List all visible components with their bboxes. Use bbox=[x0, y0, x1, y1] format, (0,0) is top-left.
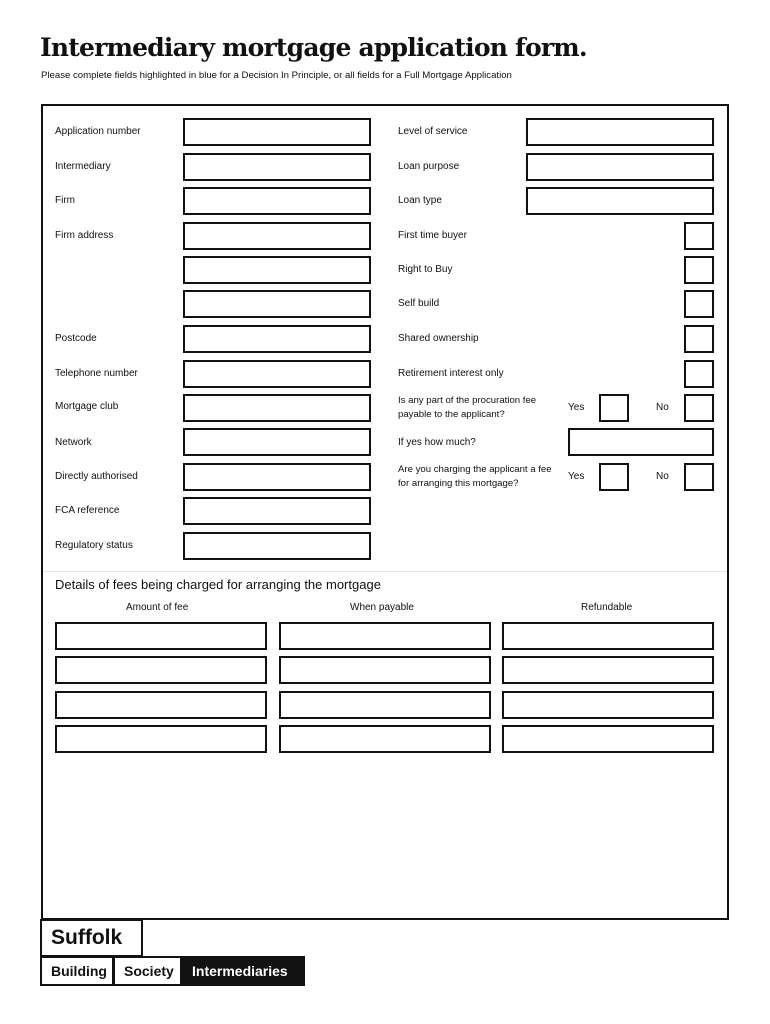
directly-authorised-label: Directly authorised bbox=[55, 471, 138, 482]
telephone-number-field[interactable] bbox=[183, 360, 371, 388]
logo-building: Building bbox=[40, 956, 114, 986]
charging-no-label: No bbox=[656, 471, 669, 482]
if-yes-how-much-field[interactable] bbox=[568, 428, 714, 456]
fca-reference-label: FCA reference bbox=[55, 505, 120, 516]
network-label: Network bbox=[55, 437, 92, 448]
fees-column-amount: Amount of fee bbox=[126, 602, 189, 613]
loan-type-label: Loan type bbox=[398, 195, 442, 206]
first-time-buyer-checkbox[interactable] bbox=[684, 222, 714, 250]
mortgage-club-field[interactable] bbox=[183, 394, 371, 422]
section-divider bbox=[43, 571, 727, 572]
page-title: Intermediary mortgage application form. bbox=[40, 33, 587, 62]
charging-yes-label: Yes bbox=[568, 471, 585, 482]
regulatory-status-field[interactable] bbox=[183, 532, 371, 560]
charging-no-checkbox[interactable] bbox=[684, 463, 714, 491]
right-to-buy-label: Right to Buy bbox=[398, 264, 453, 275]
procuration-yes-checkbox[interactable] bbox=[599, 394, 629, 422]
logo-suffolk: Suffolk bbox=[40, 919, 143, 957]
mortgage-club-label: Mortgage club bbox=[55, 401, 119, 412]
telephone-number-label: Telephone number bbox=[55, 368, 138, 379]
postcode-label: Postcode bbox=[55, 333, 97, 344]
shared-ownership-label: Shared ownership bbox=[398, 333, 479, 344]
right-to-buy-checkbox[interactable] bbox=[684, 256, 714, 284]
fca-reference-field[interactable] bbox=[183, 497, 371, 525]
intermediary-field[interactable] bbox=[183, 153, 371, 181]
fee-when-payable-field-3[interactable] bbox=[279, 691, 491, 719]
retirement-interest-only-label: Retirement interest only bbox=[398, 368, 504, 379]
charging-fee-question: Are you charging the applicant a fee for arranging this mortgage? bbox=[398, 464, 552, 489]
charging-yes-checkbox[interactable] bbox=[599, 463, 629, 491]
self-build-checkbox[interactable] bbox=[684, 290, 714, 318]
application-number-field[interactable] bbox=[183, 118, 371, 146]
page-subtitle: Please complete fields highlighted in blue for a Decision In Principle, or all fields for a Full Mortgage Application bbox=[41, 70, 512, 81]
if-yes-how-much-label: If yes how much? bbox=[398, 437, 476, 448]
procuration-fee-question: Is any part of the procuration fee payable to the applicant? bbox=[398, 395, 537, 420]
intermediary-label: Intermediary bbox=[55, 161, 111, 172]
fee-refundable-field-1[interactable] bbox=[502, 622, 714, 650]
regulatory-status-label: Regulatory status bbox=[55, 540, 133, 551]
fee-amount-field-1[interactable] bbox=[55, 622, 267, 650]
fees-column-refundable: Refundable bbox=[581, 602, 633, 613]
fees-section-heading: Details of fees being charged for arranging the mortgage bbox=[55, 577, 381, 592]
level-of-service-field[interactable] bbox=[526, 118, 714, 146]
fee-when-payable-field-2[interactable] bbox=[279, 656, 491, 684]
fee-when-payable-field-1[interactable] bbox=[279, 622, 491, 650]
application-number-label: Application number bbox=[55, 126, 141, 137]
loan-purpose-label: Loan purpose bbox=[398, 161, 460, 172]
postcode-field[interactable] bbox=[183, 325, 371, 353]
procuration-yes-label: Yes bbox=[568, 402, 585, 413]
fee-amount-field-2[interactable] bbox=[55, 656, 267, 684]
first-time-buyer-label: First time buyer bbox=[398, 230, 467, 241]
procuration-no-checkbox[interactable] bbox=[684, 394, 714, 422]
firm-address-line-1[interactable] bbox=[183, 222, 371, 250]
logo-intermediaries: Intermediaries bbox=[181, 956, 305, 986]
shared-ownership-checkbox[interactable] bbox=[684, 325, 714, 353]
firm-field[interactable] bbox=[183, 187, 371, 215]
fee-amount-field-4[interactable] bbox=[55, 725, 267, 753]
directly-authorised-field[interactable] bbox=[183, 463, 371, 491]
firm-label: Firm bbox=[55, 195, 75, 206]
fee-when-payable-field-4[interactable] bbox=[279, 725, 491, 753]
fees-column-when-payable: When payable bbox=[350, 602, 414, 613]
fee-refundable-field-3[interactable] bbox=[502, 691, 714, 719]
firm-address-line-2[interactable] bbox=[183, 256, 371, 284]
self-build-label: Self build bbox=[398, 298, 440, 309]
logo-society: Society bbox=[113, 956, 182, 986]
procuration-no-label: No bbox=[656, 402, 669, 413]
firm-address-label: Firm address bbox=[55, 230, 114, 241]
retirement-interest-only-checkbox[interactable] bbox=[684, 360, 714, 388]
fee-refundable-field-4[interactable] bbox=[502, 725, 714, 753]
fee-amount-field-3[interactable] bbox=[55, 691, 267, 719]
form-frame bbox=[41, 104, 729, 920]
loan-type-field[interactable] bbox=[526, 187, 714, 215]
loan-purpose-field[interactable] bbox=[526, 153, 714, 181]
firm-address-line-3[interactable] bbox=[183, 290, 371, 318]
level-of-service-label: Level of service bbox=[398, 126, 468, 137]
fee-refundable-field-2[interactable] bbox=[502, 656, 714, 684]
network-field[interactable] bbox=[183, 428, 371, 456]
